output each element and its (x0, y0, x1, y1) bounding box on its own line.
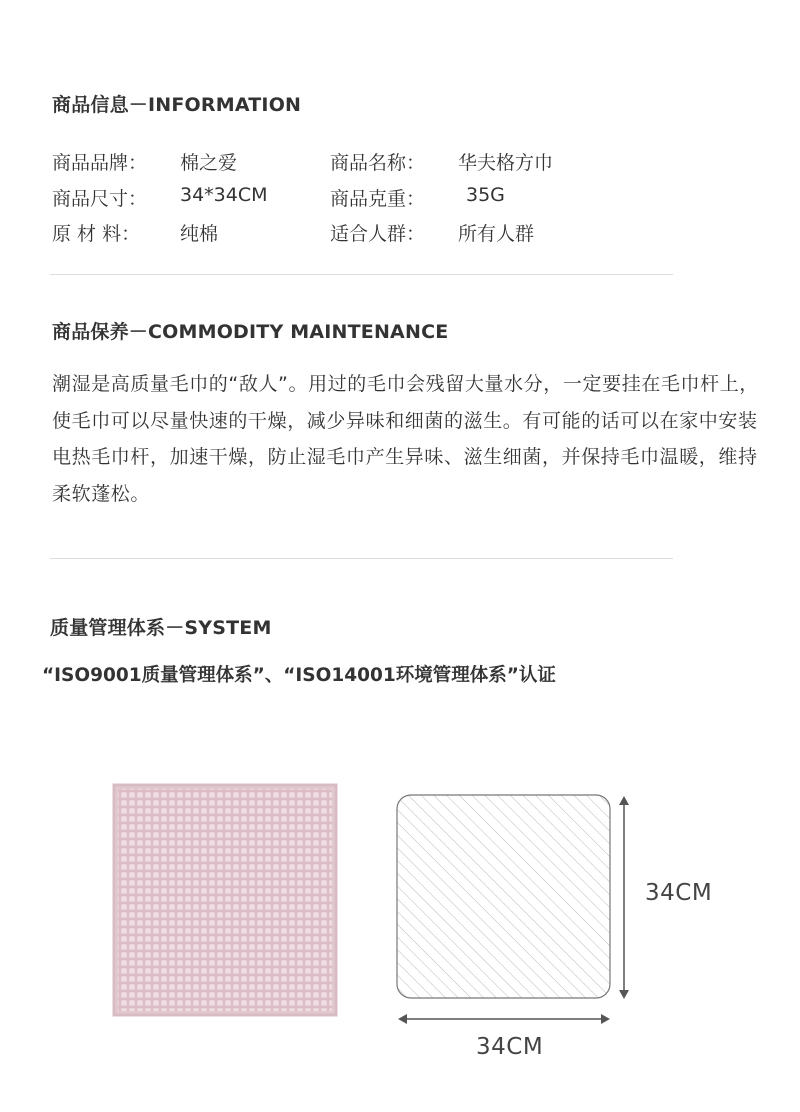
size-diagram (390, 790, 640, 1035)
weight-value: 35G (466, 184, 505, 206)
weight-label: 商品克重： (330, 188, 426, 210)
material-label: 原 材 料： (52, 223, 141, 245)
size-label: 商品尺寸： (52, 188, 148, 210)
maintenance-paragraph: 潮湿是高质量毛巾的“敌人”。用过的毛巾会残留大量水分，一定要挂在毛巾杆上，使毛巾可以尽量快速的干燥，减少异味和细菌的滋生。有可能的话可以在家中安装电热毛巾杆，加速干燥，防止湿毛巾产生异味、滋生细菌，并保持毛巾温暖，维持柔软蓬松。 (52, 373, 759, 505)
system-heading: 质量管理体系－SYSTEM (50, 617, 272, 639)
towel-image (112, 783, 338, 1017)
size-value: 34*34CM (180, 184, 268, 206)
brand-label: 商品品牌： (52, 152, 148, 174)
brand-value: 棉之爱 (180, 152, 238, 174)
name-label: 商品名称： (330, 152, 426, 174)
maintenance-heading: 商品保养－COMMODITY MAINTENANCE (52, 321, 449, 343)
arrow-head-left (398, 1014, 407, 1024)
arrow-head-bottom (619, 990, 629, 999)
audience-value: 所有人群 (458, 223, 535, 245)
divider (50, 558, 673, 559)
material-value: 纯棉 (180, 223, 219, 245)
audience-label: 适合人群： (330, 223, 426, 245)
information-heading: 商品信息－INFORMATION (52, 94, 302, 116)
arrow-head-right (601, 1014, 610, 1024)
width-label: 34CM (476, 1034, 544, 1060)
name-value: 华夫格方巾 (458, 152, 554, 174)
certification-text: “ISO9001质量管理体系”、“ISO14001环境管理体系”认证 (42, 665, 556, 686)
arrow-head-top (619, 796, 629, 805)
height-label: 34CM (645, 880, 713, 906)
divider (50, 274, 673, 275)
